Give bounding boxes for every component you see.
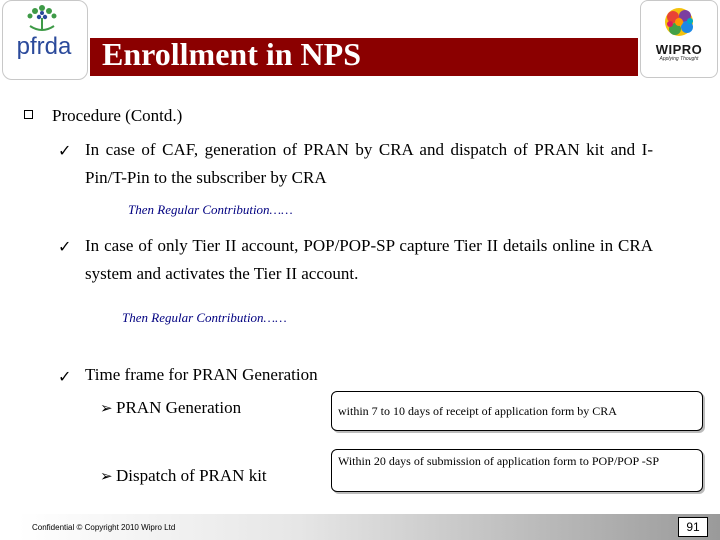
wipro-logo-text: WIPRO [655,42,703,57]
copyright-text: Confidential © Copyright 2010 Wipro Ltd [32,523,176,532]
list-item-text: In case of CAF, generation of PRAN by CRA and dispatch of PRAN kit and I-Pin/T-Pin to the subscriber by CRA [85,140,653,187]
timeframe-detail-box [331,391,703,431]
timeframe-detail-box [331,449,703,492]
timeframe-detail: within 7 to 10 days of receipt of application form by CRA [338,404,617,418]
pfrda-logo-text: pfrda [16,33,72,60]
timeframe-label: PRAN Generation [116,398,242,417]
arrow-bullet-icon: ➢ [100,401,113,417]
list-item-text: Time frame for PRAN Generation [85,365,318,384]
section-heading: Procedure (Contd.) [52,106,183,125]
timeframe-label: Dispatch of PRAN kit [116,466,267,485]
arrow-bullet-icon: ➢ [100,469,113,485]
wipro-logo-tagline: Applying Thought [659,56,699,62]
checkmark-icon: ✓ [58,239,72,256]
checkmark-icon: ✓ [58,143,72,160]
page-title: Enrollment in NPS [102,36,361,72]
square-bullet-icon [24,110,33,119]
list-item-note: Then Regular Contribution…… [128,202,293,217]
wipro-logo [640,0,718,80]
pfrda-logo [2,0,88,80]
list-item-text: In case of only Tier II account, POP/POP-SP capture Tier II details online in CRA system and activates the Tier II account. [85,236,653,283]
list-item-note: Then Regular Contribution…… [122,310,287,325]
page-number: 91 [678,517,708,537]
timeframe-detail: Within 20 days of submission of application form to POP/POP -SP [338,454,660,468]
checkmark-icon: ✓ [58,369,72,386]
